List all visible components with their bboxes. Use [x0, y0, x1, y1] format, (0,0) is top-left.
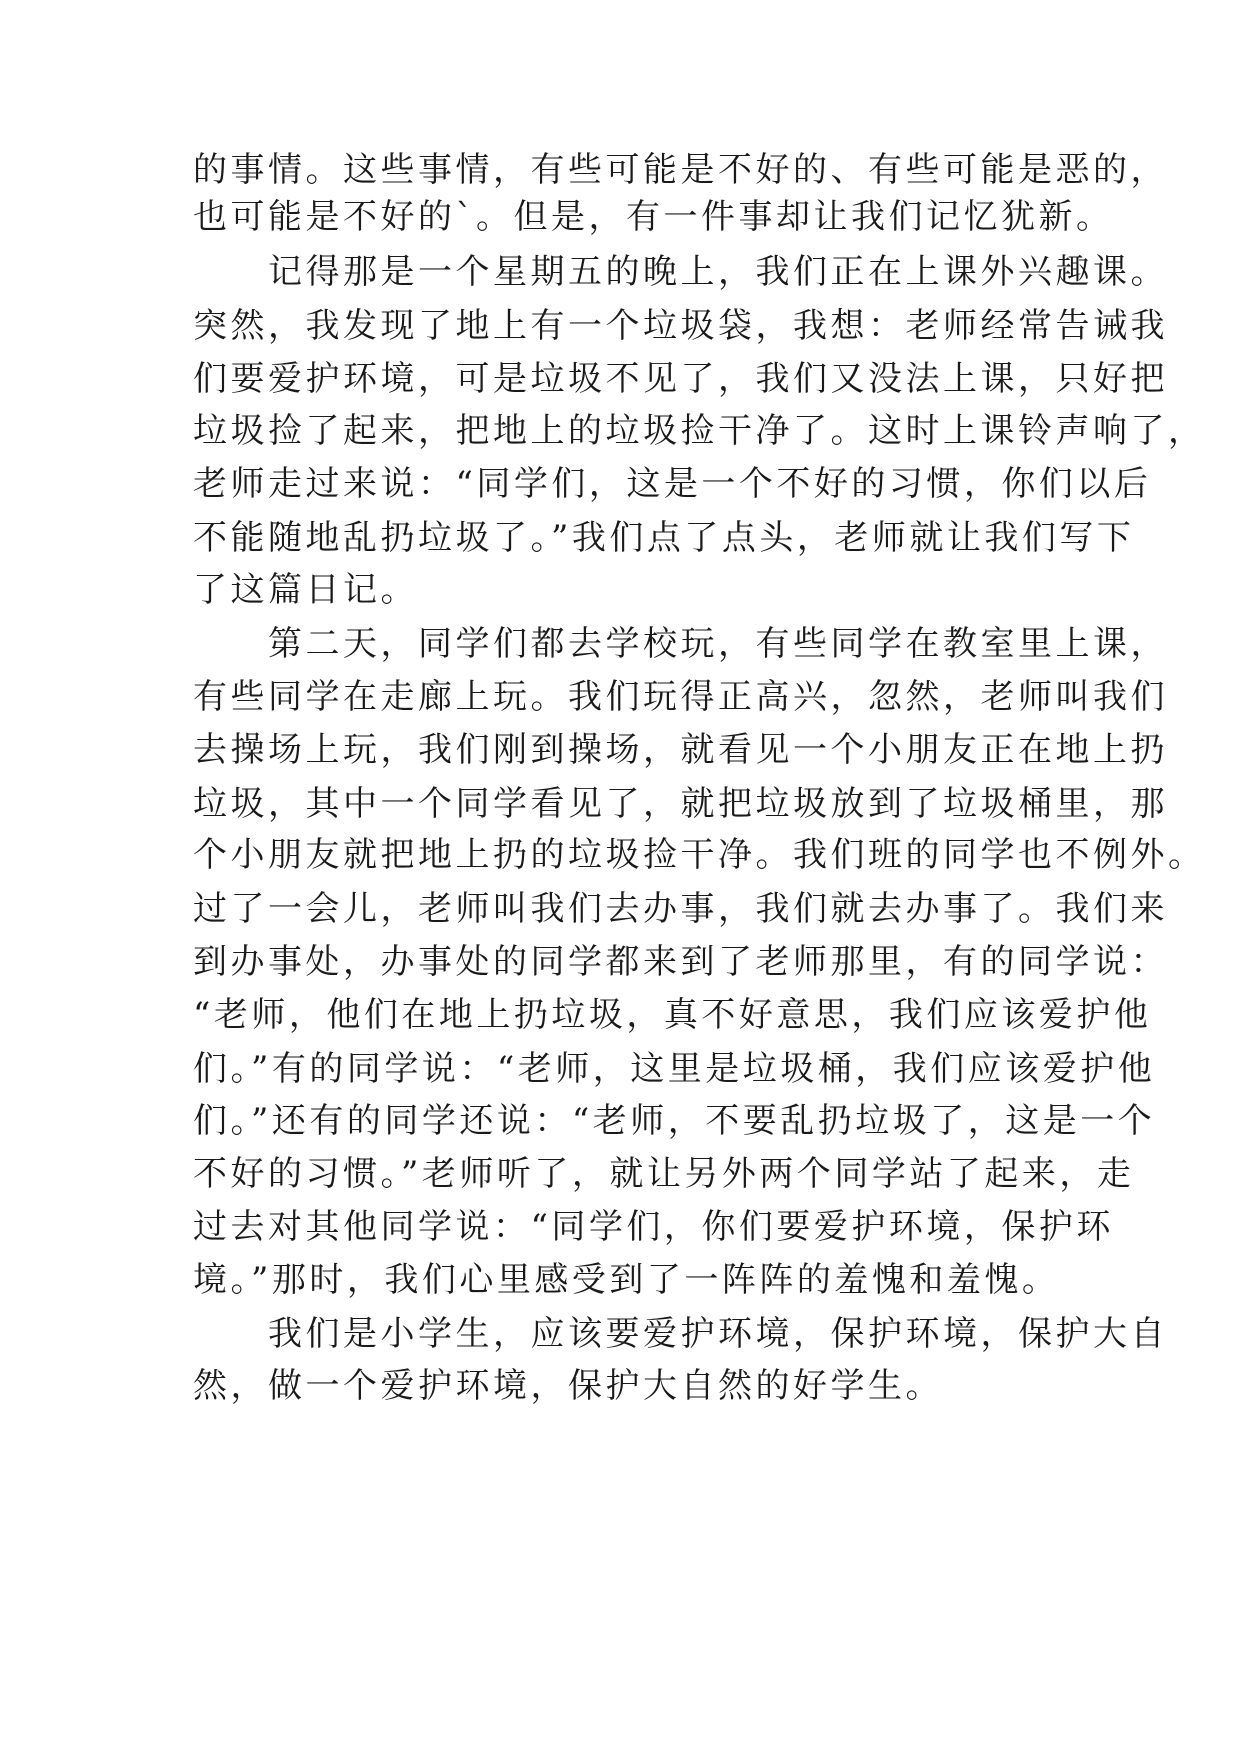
text-line: 老师走过来说：“同学们，这是一个不好的习惯，你们以后: [193, 464, 1152, 504]
text-line: 然，做一个爱护环境，保护大自然的好学生。: [193, 1366, 943, 1406]
text-line: 不能随地乱扔垃圾了。”我们点了点头，老师就让我们写下: [193, 518, 1135, 558]
text-line: 到办事处，办事处的同学都来到了老师那里，有的同学说：: [193, 942, 1168, 982]
text-line: 垃圾，其中一个同学看见了，就把垃圾放到了垃圾桶里，那: [193, 784, 1168, 824]
text-line: 境。”那时，我们心里感受到了一阵阵的羞愧和羞愧。: [193, 1260, 1060, 1300]
text-line: 突然，我发现了地上有一个垃圾袋，我想：老师经常告诫我: [193, 306, 1168, 346]
text-line: 也可能是不好的`。但是，有一件事却让我们记忆犹新。: [193, 197, 1114, 237]
text-line: 了这篇日记。: [193, 570, 418, 610]
text-line: 的事情。这些事情，有些可能是不好的、有些可能是恶的，: [193, 150, 1168, 190]
text-line: 不好的习惯。”老师听了，就让另外两个同学站了起来，走: [193, 1154, 1135, 1194]
text-line: 记得那是一个星期五的晚上，我们正在上课外兴趣课。: [193, 252, 1168, 292]
text-line: 们。”有的同学说：“老师，这里是垃圾桶，我们应该爱护他: [193, 1049, 1156, 1089]
text-line: “老师，他们在地上扔垃圾，真不好意思，我们应该爱护他: [193, 995, 1152, 1035]
text-line: 去操场上玩，我们刚到操场，就看见一个小朋友正在地上扔: [193, 730, 1168, 770]
text-line: 过去对其他同学说：“同学们，你们要爱护环境，保护环: [193, 1207, 1114, 1247]
text-line: 有些同学在走廊上玩。我们玩得正高兴，忽然，老师叫我们: [193, 677, 1168, 717]
text-line: 垃圾捡了起来，把地上的垃圾捡干净了。这时上课铃声响了，: [193, 411, 1206, 451]
text-line: 个小朋友就把地上扔的垃圾捡干净。我们班的同学也不例外。: [193, 835, 1206, 875]
text-line: 第二天，同学们都去学校玩，有些同学在教室里上课，: [193, 624, 1168, 664]
text-line: 们。”还有的同学还说：“老师，不要乱扔垃圾了，这是一个: [193, 1101, 1156, 1141]
text-line: 过了一会儿，老师叫我们去办事，我们就去办事了。我们来: [193, 889, 1168, 929]
text-line: 我们是小学生，应该要爱护环境，保护环境，保护大自: [193, 1314, 1168, 1354]
text-line: 们要爱护环境，可是垃圾不见了，我们又没法上课，只好把: [193, 359, 1168, 399]
